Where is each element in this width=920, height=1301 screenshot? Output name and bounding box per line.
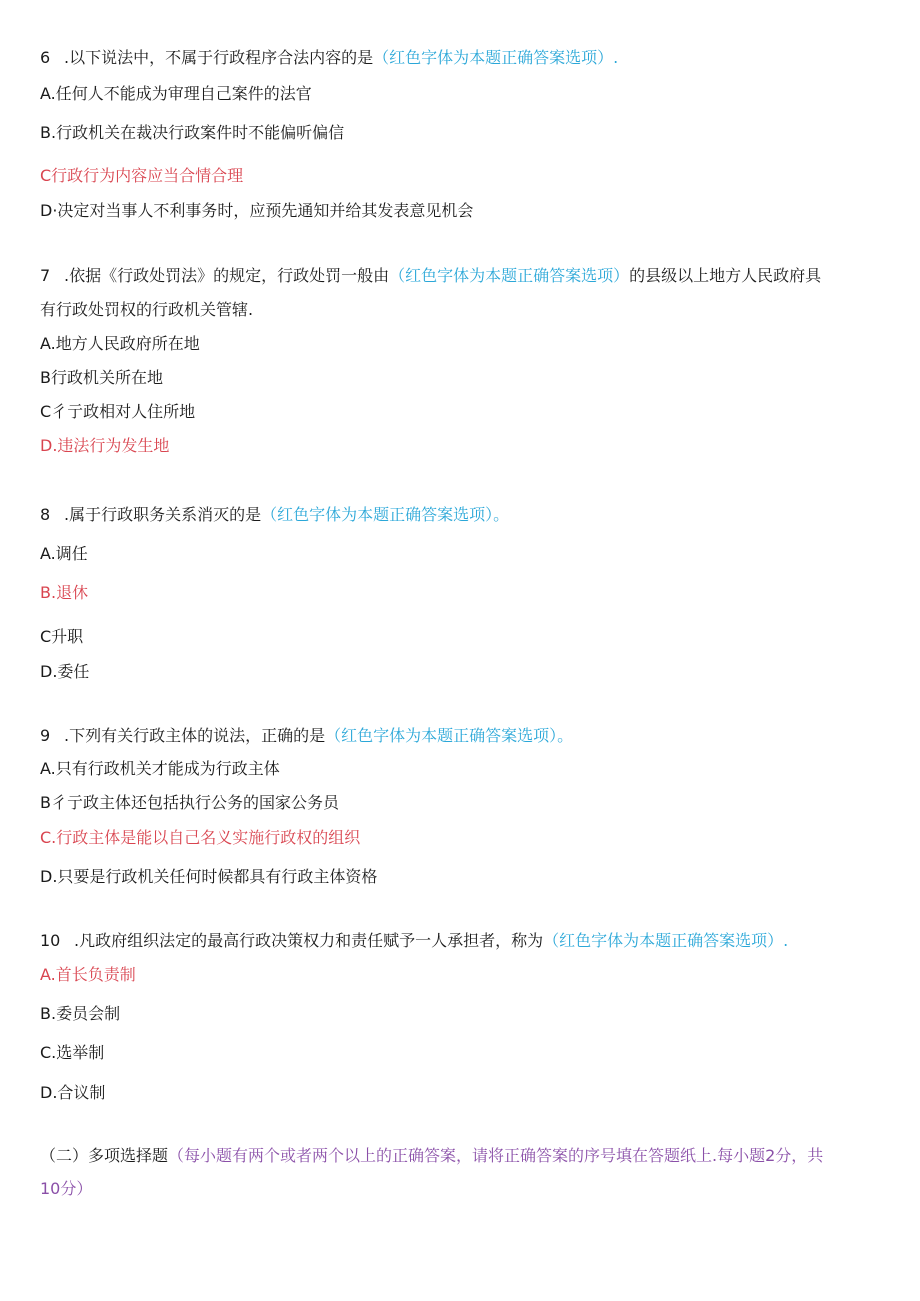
q10-option-d: D.合议制 — [40, 1083, 106, 1102]
question-7-stem — [40, 266, 880, 286]
question-7-stem-continued: 有行政处罚权的行政机关管辖. — [40, 300, 254, 319]
section-title: （二）多项选择题 — [40, 1146, 169, 1165]
answer-hint: （红色字体为本题正确答案选项）。 — [261, 505, 510, 524]
section-heading — [40, 1146, 880, 1166]
q9-option-c-correct: C.行政主体是能以自己名义实施行政权的组织 — [40, 828, 361, 847]
question-number: 7 — [40, 266, 51, 285]
q7-option-b: B行政机关所在地 — [40, 368, 163, 387]
question-number: 8 — [40, 505, 51, 524]
q10-option-c: C.选举制 — [40, 1043, 105, 1062]
answer-hint: （红色字体为本题正确答案选项）. — [373, 48, 619, 67]
q7-option-d-correct: D.违法行为发生地 — [40, 436, 170, 455]
q7-option-a: A.地方人民政府所在地 — [40, 334, 200, 353]
q6-option-a: A.任何人不能成为审理自己案件的法官 — [40, 84, 312, 103]
answer-hint: （红色字体为本题正确答案选项）. — [543, 931, 789, 950]
section-note: （每小题有两个或者两个以上的正确答案，请将正确答案的序号填在答题纸上.每小题2分，共 — [168, 1146, 824, 1165]
q10-option-b: B.委员会制 — [40, 1004, 121, 1023]
q6-option-c-correct: C行政行为内容应当合情合理 — [40, 166, 244, 185]
question-text: 的县级以上地方人民政府具 — [629, 266, 822, 285]
q8-option-a: A.调任 — [40, 544, 88, 563]
section-note-continued: 10分） — [40, 1179, 93, 1198]
question-text: .以下说法中，不属于行政程序合法内容的是 — [64, 48, 374, 67]
question-text: .属于行政职务关系消灭的是 — [64, 505, 262, 524]
q6-option-b: B.行政机关在裁决行政案件时不能偏听偏信 — [40, 123, 345, 142]
q8-option-c: C升职 — [40, 627, 84, 646]
q8-option-b-correct: B.退休 — [40, 583, 89, 602]
q7-option-c: C彳亍政相对人住所地 — [40, 402, 196, 421]
answer-hint: （红色字体为本题正确答案选项） — [389, 266, 630, 285]
q10-option-a-correct: A.首长负责制 — [40, 965, 136, 984]
q9-option-a: A.只有行政机关才能成为行政主体 — [40, 759, 280, 778]
question-6-stem — [40, 48, 880, 68]
q9-option-b: B彳亍政主体还包括执行公务的国家公务员 — [40, 793, 339, 812]
question-number: 9 — [40, 726, 51, 745]
question-text: .下列有关行政主体的说法，正确的是 — [64, 726, 326, 745]
question-10-stem — [40, 931, 880, 951]
question-number: 10 — [40, 931, 61, 950]
question-number: 6 — [40, 48, 51, 67]
q8-option-d: D.委任 — [40, 662, 90, 681]
q6-option-d: D·决定对当事人不利事务时，应预先通知并给其发表意见机会 — [40, 201, 474, 220]
answer-hint: （红色字体为本题正确答案选项）。 — [325, 726, 574, 745]
question-8-stem — [40, 505, 880, 525]
question-text: .依据《行政处罚法》的规定，行政处罚一般由 — [64, 266, 390, 285]
q9-option-d: D.只要是行政机关任何时候都具有行政主体资格 — [40, 867, 378, 886]
question-9-stem — [40, 726, 880, 746]
question-text: .凡政府组织法定的最高行政决策权力和责任赋予一人承担者，称为 — [74, 931, 544, 950]
